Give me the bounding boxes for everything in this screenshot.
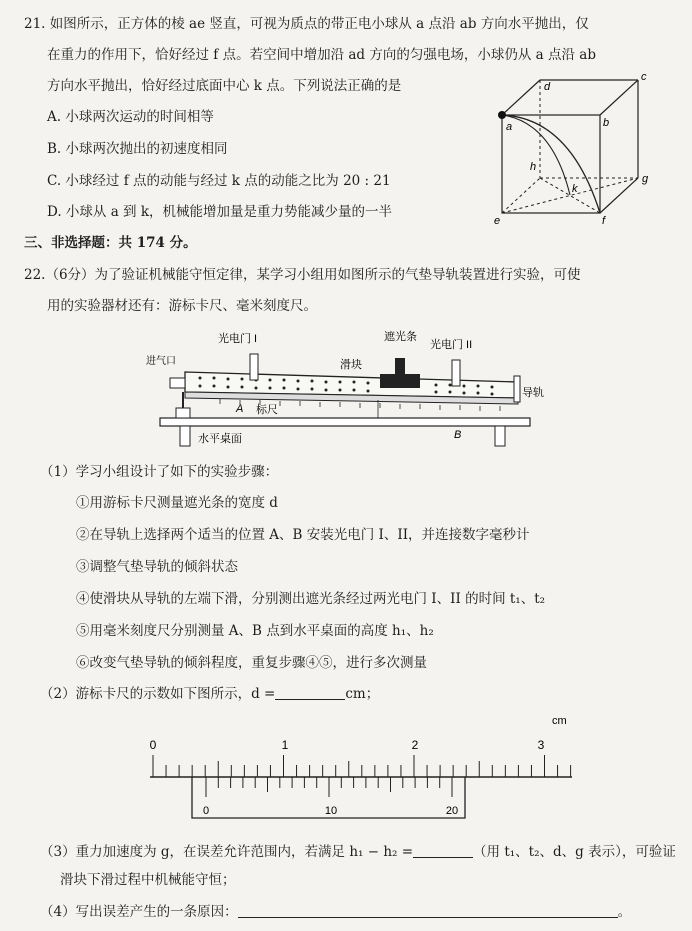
q21-option-b: B. 小球两次抛出的初速度相同	[47, 141, 228, 157]
q21-line3: 方向水平抛出，恰好经过底面中心 k 点。下列说法正确的是	[47, 78, 402, 94]
q22-step-2: ②在导轨上选择两个适当的位置 A、B 安装光电门 I、II，并连接数字毫秒计	[76, 527, 530, 543]
cube-label-e: e	[494, 215, 501, 227]
vernier-caliper	[140, 710, 580, 820]
air-track-figure	[140, 320, 544, 450]
vernier-label-10: 10	[324, 805, 338, 817]
answer-blank-error-reason[interactable]	[238, 903, 618, 918]
label-rail: 导轨	[522, 387, 544, 399]
q21-line1: 21. 如图所示，正方体的棱 ae 竖直，可视为质点的带正电小球从 a 点沿 ab 方向水平抛出，仅	[24, 16, 589, 32]
section-heading: 三、非选择题：共 174 分。	[24, 235, 197, 251]
label-gate1: 光电门 I	[218, 333, 258, 345]
answer-blank-d[interactable]	[275, 685, 345, 700]
cube-figure	[490, 70, 670, 230]
label-inlet: 进气口	[146, 356, 176, 367]
q22-step-6: ⑥改变气垫导轨的倾斜程度，重复步骤④⑤，进行多次测量	[76, 655, 427, 671]
main-label-0: 0	[149, 738, 157, 752]
q22-step-5: ⑤用毫米刻度尺分别测量 A、B 点到水平桌面的高度 h₁、h₂	[76, 623, 434, 639]
q21-option-d: D. 小球从 a 到 k，机械能增加量是重力势能减少量的一半	[47, 204, 393, 220]
label-point-b: B	[454, 429, 462, 441]
cube-label-g: g	[642, 173, 649, 185]
cube-label-c: c	[641, 71, 647, 83]
answer-blank-h[interactable]	[413, 843, 473, 858]
main-label-2: 2	[411, 738, 419, 752]
cube-label-k: k	[572, 183, 578, 195]
part2-unit: cm；	[345, 686, 380, 702]
part4-end: 。	[617, 904, 632, 920]
cube-label-h: h	[530, 161, 537, 173]
main-label-3: 3	[537, 738, 545, 752]
label-scale: 标尺	[256, 404, 278, 416]
label-point-a: A	[236, 403, 244, 415]
cube-label-a: a	[506, 121, 513, 133]
q21-option-c: C. 小球经过 f 点的动能与经过 k 点的动能之比为 20 : 21	[47, 173, 391, 189]
label-slider: 滑块	[340, 359, 362, 371]
q22-step-1: ①用游标卡尺测量遮光条的宽度 d	[76, 495, 278, 511]
q22-part3	[40, 843, 676, 861]
caliper-unit: cm	[552, 715, 567, 727]
q22-part2	[40, 685, 379, 703]
q22-line1: 22.（6分）为了验证机械能守恒定律，某学习小组用如图所示的气垫导轨装置进行实验，可使	[24, 267, 581, 283]
q22-part4	[40, 903, 631, 921]
main-label-1: 1	[281, 738, 289, 752]
q21-option-a: A. 小球两次运动的时间相等	[47, 109, 214, 125]
q22-step-3: ③调整气垫导轨的倾斜状态	[76, 559, 238, 575]
part4-text: （4）写出误差产生的一条原因：	[40, 904, 238, 920]
cube-label-f: f	[602, 215, 606, 227]
q22-step-4: ④使滑块从导轨的左端下滑，分别测出遮光条经过两光电门 I、II 的时间 t₁、t₂	[76, 591, 546, 607]
cube-label-d: d	[544, 81, 551, 93]
q22-part1-intro: （1）学习小组设计了如下的实验步骤：	[40, 464, 279, 480]
q21-line2: 在重力的作用下，恰好经过 f 点。若空间中增加沿 ad 方向的匀强电场，小球仍从 a 点沿 ab	[47, 47, 596, 63]
q22-line2: 用的实验器材还有：游标卡尺、毫米刻度尺。	[47, 298, 317, 314]
part3-text: （3）重力加速度为 g，在误差允许范围内，若满足 h₁ − h₂ =	[40, 844, 414, 860]
vernier-label-20: 20	[445, 805, 459, 817]
label-strip: 遮光条	[384, 331, 417, 343]
label-gate2: 光电门 II	[430, 339, 473, 351]
vernier-label-0: 0	[202, 805, 210, 817]
part2-text: （2）游标卡尺的示数如下图所示，d =	[40, 686, 276, 702]
q22-part3-line2: 滑块下滑过程中机械能守恒；	[60, 872, 236, 888]
part3-text-after: （用 t₁、t₂、d、g 表示），可验证	[473, 844, 676, 860]
label-table: 水平桌面	[198, 433, 242, 445]
cube-label-b: b	[603, 117, 610, 129]
